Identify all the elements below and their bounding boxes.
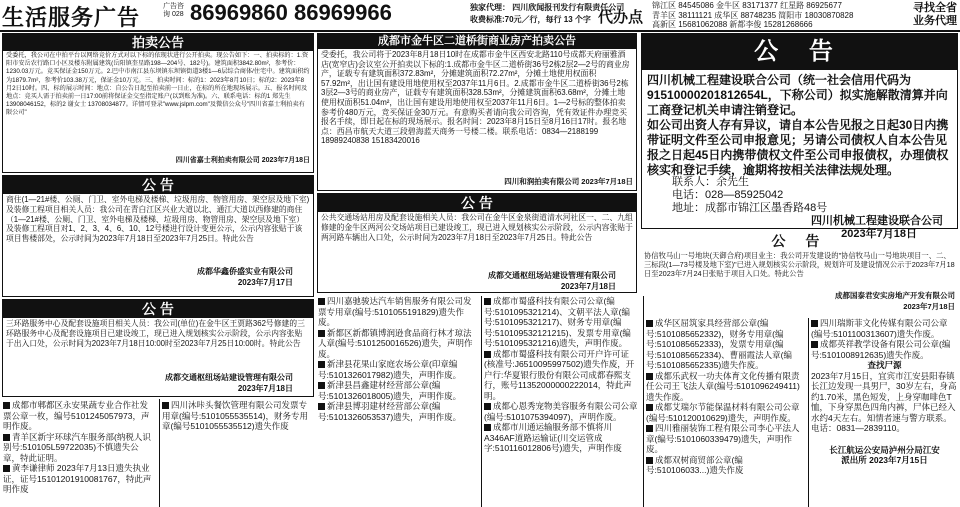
auction-notice-2 <box>317 33 637 191</box>
contact-person: 联系人：余先生 <box>672 176 749 188</box>
classified-column-1a <box>3 400 155 506</box>
find-signer: 长江航运公安局泸州分局江安 <box>829 444 940 455</box>
bullet-icon <box>811 320 818 327</box>
classified-column-3 <box>484 296 640 506</box>
bullet-icon <box>646 320 653 327</box>
notice-jiaotong-2 <box>317 193 637 293</box>
column-divider <box>643 296 644 507</box>
bullet-icon <box>318 298 325 305</box>
contact-address: 地址：成都市锦江区墨香路48号 <box>672 202 828 214</box>
list-item: 四川沐咔头餐饮管理有限公司发票专用章(编号:5101055535514)，财务专用章(编号5101055535512)遗失作废 <box>162 400 308 431</box>
list-item: 黄李谦律师 2023年7月13日遗失执业证，证号15101201910081767，特此声明作废 <box>3 463 152 494</box>
notice-body: 三环路服务中心及配套设施项目相关人员：我公司(单位)在金牛区王贾路362号修建的三环路服务中心及配套设施项目已建设竣工，现已进入规划核实公示阶段，公示内容张贴于出入口处，公示时间为2023年7月18日10:00时至2023年7月25日10:00时。特此公告 <box>6 319 305 348</box>
agent-label: 代办点 <box>598 9 644 26</box>
list-item: 成都市蜀盛科技有限公司公章(编号:5101095321214)、文朝平法人章(编号:5101095321217)、财务专用章(编号:510109532121215)、发票专用章(编号:5101095321216)遗失，声明作废。 <box>484 296 631 348</box>
notice-huaxin <box>2 175 314 297</box>
classified-column-1b <box>162 400 314 506</box>
notice-date: 2023年7月18日 <box>903 302 955 311</box>
dissolution-notice <box>641 33 958 240</box>
list-item: 四川雅丽装饰工程有限公司李心平法人章(编号:5101060339479)遗失，声明作废。 <box>646 423 800 454</box>
list-item: 新都区新都镇博润逊食品商行林才琼法人章(编号:5101250016526)遗失，声明作废。 <box>318 327 473 359</box>
notice-signer: 成都华鑫侨盛实业有限公司 <box>197 267 293 276</box>
find-date: 派出所 2023年7月15日 <box>841 455 928 465</box>
auction-title: 拍卖公告 <box>3 34 313 51</box>
list-item: 成都心恩秀宠物美容服务有限公司公章(编号:5101075394097)，声明作废。 <box>484 401 638 422</box>
outlets-list <box>652 1 853 30</box>
bullet-icon <box>484 298 491 305</box>
list-item: 四川瑞斯菲文化传媒有限公司公章(编号:5101100313607)遗失作废。 <box>811 318 948 339</box>
list-item: 成都市蜀盛科技有限公司开户许可证(核准号:J6510095997502)遗失作废，开户行:华夏银行股份有限公司成都春熙支行，账号11352000000222014，特此声明。 <box>484 348 635 401</box>
bullet-icon <box>318 361 325 368</box>
column-divider <box>481 296 482 507</box>
bullet-icon <box>484 403 491 410</box>
notice-signer: 四川机械工程建设联合公司 <box>811 215 943 227</box>
recruit-agents <box>895 2 957 28</box>
notice-title: 公 告 <box>318 194 636 212</box>
bullet-icon <box>484 424 491 431</box>
notice-jiaotong-1 <box>2 299 314 397</box>
list-item: 成都市郫都区永安果蔬专业合作社发票公章一枚，编号5101245057973，声明作废。 <box>3 400 150 431</box>
auction-body: 受委托，我公司将于2023年8月18日10时在成都市金牛区西安北路110号成都天府丽雅酒店(宽窄店)会议室公开拍卖以下标的:1.成都市金牛区二道桥街36号2栋2层2—2号的商业房产，证载专有建筑面积372.83m²，分摊建筑面积72.27m²，分摊土地使用权面积57.92m²，出让国有建设用地使用权至2037年11月6日。2.成都市金牛区二道桥街36号2栋3层2—3号的商业房产，证载专有建筑面积328.53m²，分摊建筑面积63.68m²，分摊土地使用权面积51.04m²，出让国有建设用地使用权至2037年11月6日。1—2号标的整体拍卖参考价480万元，竞买保证金30万元。有意购买者请向我公司咨询，凭有效证件办理竞买报名手续，即日起在标的现场展示。报名时间：2023年8月15日至8月16日17时。报名地点：西昌市航天大道三段碧海蓝天商务一号楼二楼。联系电话：0834—2188199 18989240838 15183420016 <box>321 50 630 146</box>
bullet-icon <box>318 330 325 337</box>
classified-column-4 <box>646 318 806 506</box>
notice-body-2: 如公司出资人存有异议，请自本公告见报之日起30日内携带证明文件至公司申报意见；另请公司债权人自本公告见报之日起45日内携带债权文件至公司申报债权，办理债权核实和登记手续，逾期将按相关法律法规处理。 <box>647 118 949 177</box>
find-body-text: 2023年7月15日，宜宾市江安县阳春镇长江边发现一具男尸，30岁左右，身高约1.70米，黑色短发，上身穿咖啡色T恤，下身穿黑色四角内裤，尸体已经入水约4天左右。知情者速与警方联系。电话：0831—2839110。 <box>811 370 957 433</box>
bullet-icon <box>646 425 653 432</box>
bullet-icon <box>162 402 169 409</box>
agency-line: 独家代理： 四川欣闻报刊发行有限责任公司 <box>470 3 625 12</box>
notice-body: 公共交通场站用房及配套设施相关人员：我公司在金牛区金泉街道清水河社区一、二、九组修建的金牛区两河公交场站项目已建设竣工，现已进入规划核实公示阶段，公示内容张贴于两河路车辆出入口处，公示时间为2023年7月18日至2023年7月25日。特此公告 <box>321 213 633 242</box>
notice-body-1: 四川机械工程建设联合公司（统一社会信用代码为91510000201812654L，下称公司）拟实施解散清算并向工商登记机关申请注销登记。 <box>647 73 948 117</box>
notice-title: 公 告 <box>3 300 313 318</box>
bullet-icon <box>646 404 653 411</box>
contact-phone: 电话：028—85925042 <box>672 189 784 201</box>
auction-title: 成都市金牛区二道桥街商业房产拍卖公告 <box>318 34 636 49</box>
find-body-title: 查找尸源 <box>867 360 902 370</box>
list-item: 成都乐武权一功夫体育文化传播有限责任公司王飞法人章(编号:5101096249411)遗失作废。 <box>646 370 800 402</box>
bullet-icon <box>3 434 10 441</box>
bullet-icon <box>3 402 10 409</box>
bullet-icon <box>318 382 325 389</box>
auction-body: 受委托，我公司在中拍平台以网络竞价方式对以下标的依现状进行公开拍卖。现公告如下：一、拍卖标的：1.资阳市安岳农行路口小区及楼东附属建筑(岳阳镇奎星路198—204号、182号)。建筑面积3842.80m²，参考价：1230.03万元。竞买保证金150万元。2.巴中市南江县东坝镇东坝镇街道3楼1—6层综合商体/住宅中。建筑面积约为1879.7m²，参考价103.38万元，保证金10万元。三、拍卖时间：标的1：2023年8月10日；标的2：2023年8月2日10时。四、标的展示时间：地点：自公告日起至拍卖前一日止，在标的所在地现场展示。五、报名时间及地点：竞买人需于拍卖前一日17:00前将保证金交至指定账户(以到账为准)。六、联系电话：标的1 郑先生 13908046152，标的2 谢女士 13708034877。详情可登录"www.jslpm.com"及微信公众号"四川省嘉士利拍卖有限公司" <box>6 52 310 117</box>
bullet-icon <box>3 465 10 472</box>
notice-title: 公 告 <box>771 233 828 249</box>
outlet-row: 锦江区 84545086 金牛区 83171377 红星路 86925677 <box>652 1 842 10</box>
bullet-icon <box>811 341 818 348</box>
notice-signer: 成都国泰君安实房地产开发有限公司 <box>835 291 955 300</box>
auction-signature: 四川和润拍卖有限公司 2023年7月18日 <box>504 177 633 186</box>
recruit-line: 寻找全省 <box>913 2 957 14</box>
list-item: 成都艾瑞尔节能保温材料有限公司公章(编号:510120010629)遗失，声明作废。 <box>646 402 800 423</box>
bullet-icon <box>318 403 325 410</box>
notice-date: 2023年7月18日 <box>841 228 917 240</box>
list-item: 四川嘉驰骏达汽车销售服务有限公司发票专用章(编号:5101055191829)遗失作废。 <box>318 296 472 327</box>
list-item: 成都英祥教学设备有限公司公章(编号:5101008912635)遗失作废。 <box>811 339 951 360</box>
ad-phones: 86969860 86969966 <box>190 0 392 25</box>
price-line: 收费标准:70元／行，每行 13 个字 <box>470 15 591 24</box>
bullet-icon <box>484 351 491 358</box>
bullet-icon <box>646 457 653 464</box>
list-item: 新津县花果山家庭农场公章(印章编号:5101326017982)遗失，声明作废。 <box>318 359 462 380</box>
masthead-title: 生活服务广告 <box>2 5 141 30</box>
column-divider <box>808 318 809 507</box>
classified-column-2a <box>318 296 478 506</box>
column-divider <box>159 399 160 507</box>
notice-date: 2023年7月18日 <box>560 282 616 291</box>
list-item: 成都市川通运输服务部不慎将川A346AF道路运输证(川交运管成字:510116012806号)遗失，声明作废 <box>484 422 622 453</box>
notice-title: 公 告 <box>3 176 313 194</box>
recruit-line: 业务代理 <box>913 15 957 27</box>
notice-body: 协信牧马山一号地块(天御合府)项目业主：我公司开发建设的"协信牧马山一号地块项目一、二、三标段(1—73号楼及地下室)"已进入规划核实公示阶段，规划许可及建设情况公示于2023年7月18日至2023年7月24日张贴于项目入口处。特此公告 <box>644 251 955 278</box>
list-item: 新津县昌鑫建材经营部公章(编号:5101326018005)遗失，声明作废。 <box>318 380 462 401</box>
list-item: 新津县博羽建材经营部公章(编号:5101326053537)遗失，声明作废。 <box>318 401 462 422</box>
list-item: 成华区屈筑家具经营部公章(编号:5101085652332)，财务专用章(编号:5101085652333)，发票专用章(编号:5101085652334)、曹丽霞法人章(编号:5101085652335)遗失作废。 <box>646 318 792 370</box>
notice-signer: 成都交通枢纽场站建设管理有限公司 <box>488 271 616 280</box>
notice-signer: 成都交通枢纽场站建设管理有限公司 <box>165 373 293 382</box>
list-item: 成都双树商贸部公章(编号:510106033...)遗失作废 <box>646 454 744 475</box>
classified-column-6 <box>811 318 958 506</box>
outlet-row: 青羊区 38111121 成华区 88748235 简阳市 18030870828 <box>652 10 854 20</box>
auction-signature: 四川省嘉士利拍卖有限公司 2023年7月18日 <box>175 157 310 164</box>
masthead <box>0 0 960 32</box>
notice-xiexin <box>641 232 958 316</box>
notice-body: 商住(1—21#楼、公厕、门卫、室外电梯及楼梯、垃圾用房、物管用房、架空层及地下室)及装修工程项目相关人员：我公司在青白江区兴业大道以北、通江大道以西修建的商住（1—21#楼、公厕、门卫、室外电梯及楼梯、垃圾用房、物管用房、架空层及地下室）及装修工程项目对1、2、3、4、6、10、12号楼进行设计变更公示，公示内容张贴于该项目售楼部处，公示时间为2023年7月18日至2023年7月25日。特此公告 <box>6 195 310 244</box>
auction-notice-1 <box>2 33 314 173</box>
list-item: 青羊区新宇环球汽车服务部(纳税人识别号:510105L59722035)不慎遗失公章，特此证明。 <box>3 431 151 463</box>
outlet-row: 高新区 15681062088 新都李俊 15281268666 <box>652 20 813 29</box>
notice-date: 2023年7月18日 <box>237 384 293 393</box>
notice-title: 公 告 <box>642 34 957 70</box>
notice-date: 2023年7月17日 <box>237 278 293 287</box>
bullet-icon <box>646 373 653 380</box>
phone-label: 广告咨询 028 <box>163 3 184 18</box>
